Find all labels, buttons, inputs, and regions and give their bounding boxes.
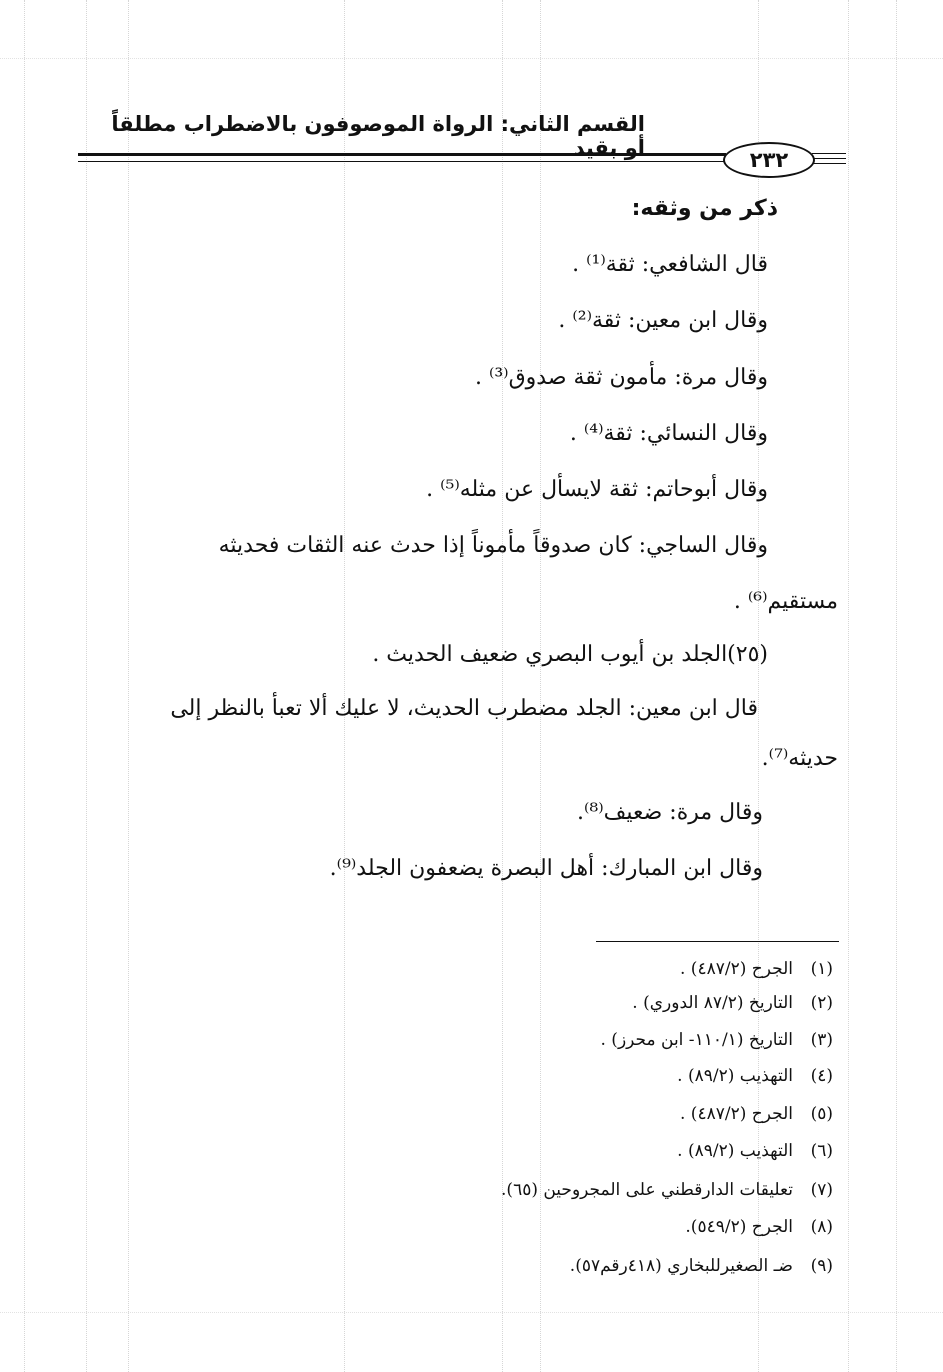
footnote <box>601 1030 834 1050</box>
header-rule-right <box>812 153 846 154</box>
footnote <box>680 959 833 979</box>
footnote-text: التاريخ (٨٧/٢ الدوري) . <box>632 993 793 1013</box>
footnote <box>677 1066 833 1086</box>
section-heading: ذكر من وثقه: <box>631 196 778 221</box>
footnote-number: (٥) <box>810 1104 833 1124</box>
scan-guide <box>24 0 25 1372</box>
page-number: ٢٣٢ <box>723 142 815 178</box>
scan-guide <box>896 0 897 1372</box>
footnote-text: الجرح (٤٨٧/٢) . <box>680 959 793 979</box>
header-rule-right <box>812 163 846 164</box>
text-line: وقال أبوحاتم: ثقة لايسأل عن مثله⁽⁵⁾ . <box>426 477 768 502</box>
footnote-text: التاريخ (١١٠/١- ابن محرز) . <box>600 1030 793 1050</box>
footnote <box>680 1104 833 1124</box>
footnote-number: (٦) <box>810 1141 833 1161</box>
text-line: وقال ابن معين: ثقة⁽²⁾ . <box>558 308 768 333</box>
footnote-text: التهذيب (٨٩/٢) . <box>677 1066 793 1086</box>
text-line: مستقيم⁽⁶⁾ . <box>733 589 838 614</box>
text-line: قال ابن معين: الجلد مضطرب الحديث، لا عليك ألا تعبأ بالنظر إلى <box>170 696 758 721</box>
header-rule-thin <box>78 161 726 162</box>
footnote-number: (٤) <box>810 1066 833 1086</box>
footnote <box>570 1256 833 1276</box>
scan-guide <box>128 0 129 1372</box>
footnote-number: (٩) <box>810 1256 833 1276</box>
footnote <box>632 993 833 1013</box>
footnote-number: (٧) <box>810 1180 833 1200</box>
scan-guide <box>848 0 849 1372</box>
footnote-number: (٣) <box>810 1030 833 1050</box>
scan-guide <box>0 58 943 59</box>
footnote-number: (١) <box>810 959 833 979</box>
footnote-text: ضـ الصغيرللبخاري (٤١٨رقم٥٧). <box>569 1256 793 1276</box>
scan-guide <box>0 1312 943 1313</box>
header-rule-right <box>812 158 846 159</box>
footnote-number: (٢) <box>810 993 833 1013</box>
footnote <box>677 1141 833 1161</box>
footnote-text: الجرح (٤٨٧/٢) . <box>680 1104 793 1124</box>
text-line: قال الشافعي: ثقة⁽¹⁾ . <box>572 252 768 277</box>
text-line: وقال مرة: ضعيف⁽⁸⁾. <box>576 800 763 825</box>
footnote-separator <box>596 941 839 942</box>
footnote-text: الجرح (٥٤٩/٢). <box>685 1217 793 1237</box>
scan-guide <box>502 0 503 1372</box>
entry-heading: (٢٥)الجلد بن أيوب البصري ضعيف الحديث . <box>372 642 768 667</box>
header-rule-thick <box>78 153 726 156</box>
footnote-text: تعليقات الدارقطني على المجروحين (٦٥). <box>501 1180 793 1200</box>
text-line: حديثه⁽⁷⁾. <box>761 746 838 771</box>
footnote-number: (٨) <box>810 1217 833 1237</box>
footnote-text: التهذيب (٨٩/٢) . <box>677 1141 793 1161</box>
text-line: وقال مرة: مأمون ثقة صدوق⁽³⁾ . <box>474 365 768 390</box>
text-line: وقال ابن المبارك: أهل البصرة يضعفون الجلد⁽⁹⁾. <box>329 856 763 881</box>
scan-guide <box>344 0 345 1372</box>
footnote <box>501 1180 833 1200</box>
text-line: وقال الساجي: كان صدوقاً مأموناً إذا حدث عنه الثقات فحديثه <box>218 533 768 558</box>
text-line: وقال النسائي: ثقة⁽⁴⁾ . <box>569 421 768 446</box>
scan-guide <box>540 0 541 1372</box>
scan-guide <box>86 0 87 1372</box>
running-header-title: القسم الثاني: الرواة الموصوفون بالاضطراب مطلقاً أو بقيد <box>111 112 645 160</box>
footnote <box>685 1217 833 1237</box>
